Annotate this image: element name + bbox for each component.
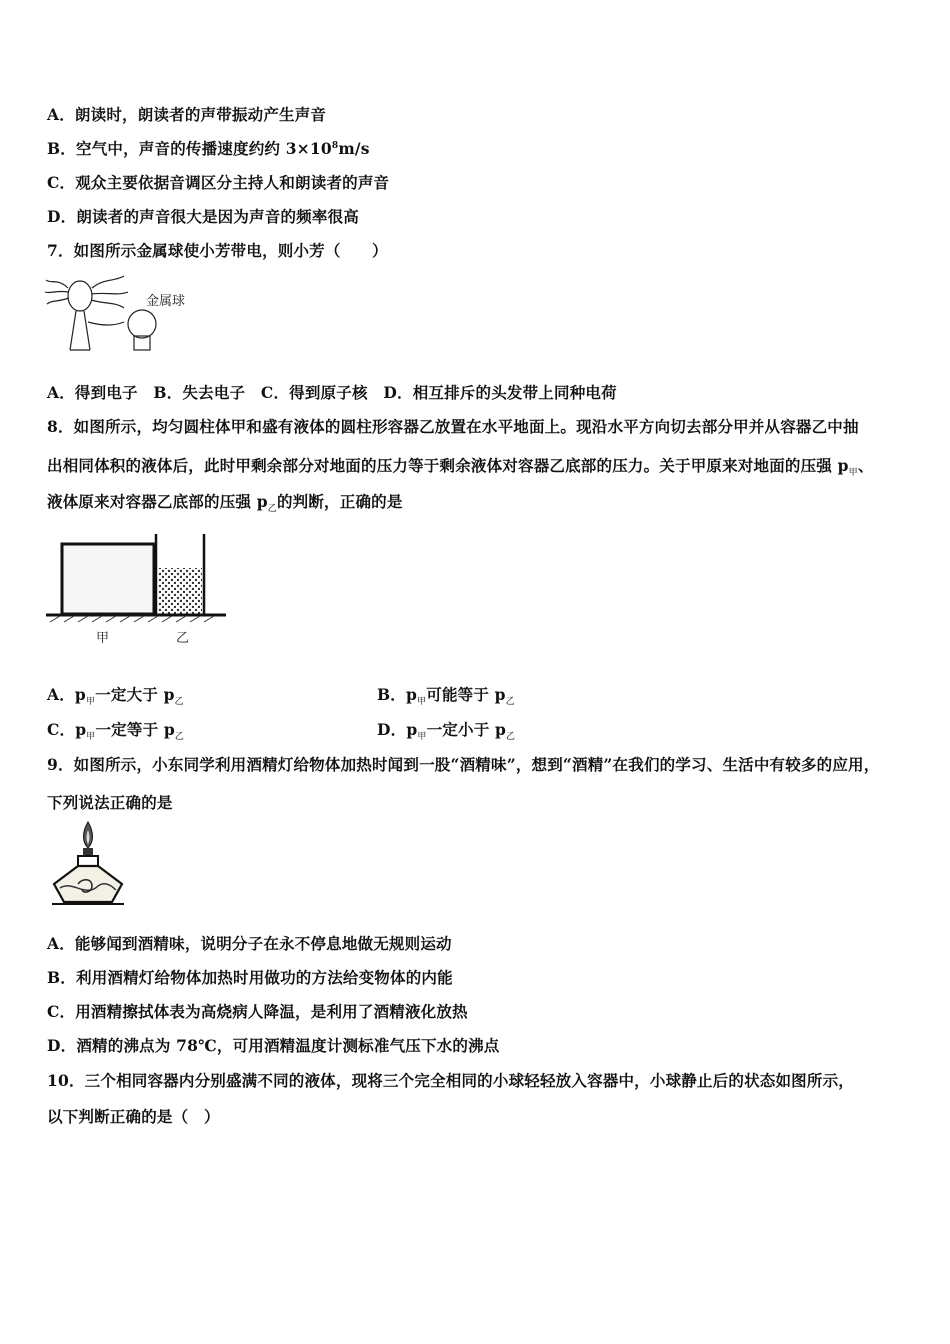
q6-option-a: A．朗读时，朗读者的声带振动产生声音	[47, 105, 327, 124]
q8-option-a-prefix: A．p	[47, 685, 86, 704]
label-yi: 乙	[176, 631, 190, 646]
q8-option-b-prefix: B．p	[377, 685, 418, 704]
q9-stem-line1: 9．如图所示，小东同学利用酒精灯给物体加热时闻到一股“酒精味”，想到“酒精”在我们的学习、生活中有较多的应用，	[47, 755, 880, 774]
q8-stem-line2	[47, 454, 874, 478]
girl-metal-ball-figure	[44, 270, 204, 362]
alcohol-lamp-figure	[48, 818, 128, 910]
q8-option-c-sub2: 乙	[174, 732, 185, 743]
q9-option-c: C．用酒精擦拭体表为高烧病人降温，是利用了酒精液化放热	[47, 1002, 468, 1021]
q8-stem-line3	[47, 490, 403, 514]
q6-option-d: D．朗读者的声音很大是因为声音的频率很高	[47, 207, 359, 226]
q6-option-b-unit: m/s	[338, 139, 370, 158]
q10-stem-line1: 10．三个相同容器内分别盛满不同的液体，现将三个完全相同的小球轻轻放入容器中，小球静止后的状态如图所示，	[47, 1071, 854, 1090]
q8-stem-line2-end: 、	[857, 456, 874, 475]
q8-option-a-text: 一定大于 p	[95, 685, 175, 704]
q9-stem-line2: 下列说法正确的是	[47, 793, 173, 812]
q9-option-a: A．能够闻到酒精味，说明分子在永不停息地做无规则运动	[47, 934, 452, 953]
q8-option-a	[47, 683, 184, 707]
q8-option-c	[47, 718, 184, 742]
liquid-yi	[158, 568, 202, 614]
q8-option-c-sub1: 甲	[86, 732, 96, 743]
q8-option-c-prefix: C．p	[47, 720, 87, 739]
q8-stem-line3-sub: 乙	[267, 504, 277, 515]
q8-option-d-prefix: D．p	[377, 720, 418, 739]
q6-option-b-text: B．空气中，声音的传播速度约约 3×10	[47, 139, 332, 158]
q7-stem: 7．如图所示金属球使小芳带电，则小芳（ ）	[47, 241, 388, 260]
q6-option-b-exponent: 8	[331, 140, 339, 151]
q8-option-b-sub1: 甲	[417, 697, 427, 708]
metal-ball-label: 金属球	[146, 294, 186, 309]
q8-option-b-text: 可能等于 p	[426, 685, 506, 704]
q10-stem-line2: 以下判断正确的是（ ）	[47, 1107, 220, 1126]
cylinder-container-figure	[44, 530, 234, 650]
q8-option-b-sub2: 乙	[505, 697, 515, 708]
q8-stem-line1: 8．如图所示，均匀圆柱体甲和盛有液体的圆柱形容器乙放置在水平地面上。现沿水平方向切去部分甲并从容器乙中抽	[47, 417, 859, 436]
q9-option-b: B．利用酒精灯给物体加热时用做功的方法给变物体的内能	[47, 968, 453, 987]
label-jia: 甲	[96, 631, 110, 646]
q8-stem-line2-text: 出相同体积的液体后，此时甲剩余部分对地面的压力等于剩余液体对容器乙底部的压力。关于甲原来对地面的压强 p	[47, 456, 849, 475]
q6-option-b	[47, 137, 370, 159]
q8-stem-line2-sub: 甲	[848, 468, 858, 479]
q8-option-a-sub1: 甲	[85, 697, 96, 708]
q6-option-c: C．观众主要依据音调区分主持人和朗读者的声音	[47, 173, 390, 192]
q7-options: A．得到电子 B．失去电子 C．得到原子核 D．相互排斥的头发带上同种电荷	[47, 383, 617, 402]
q8-option-d-sub2: 乙	[506, 732, 516, 743]
q8-option-a-sub2: 乙	[174, 697, 184, 708]
q8-option-d-text: 一定小于 p	[426, 720, 507, 739]
cylinder-jia	[62, 544, 154, 614]
q8-option-c-text: 一定等于 p	[95, 720, 175, 739]
q8-stem-line3-end: 的判断，正确的是	[276, 492, 403, 511]
q8-option-b	[377, 683, 515, 707]
q9-option-d: D．酒精的沸点为 78℃，可用酒精温度计测标准气压下水的沸点	[47, 1036, 500, 1055]
q8-option-d	[377, 718, 515, 742]
q8-stem-line3-text: 液体原来对容器乙底部的压强 p	[47, 492, 268, 511]
q8-option-d-sub1: 甲	[417, 732, 427, 743]
